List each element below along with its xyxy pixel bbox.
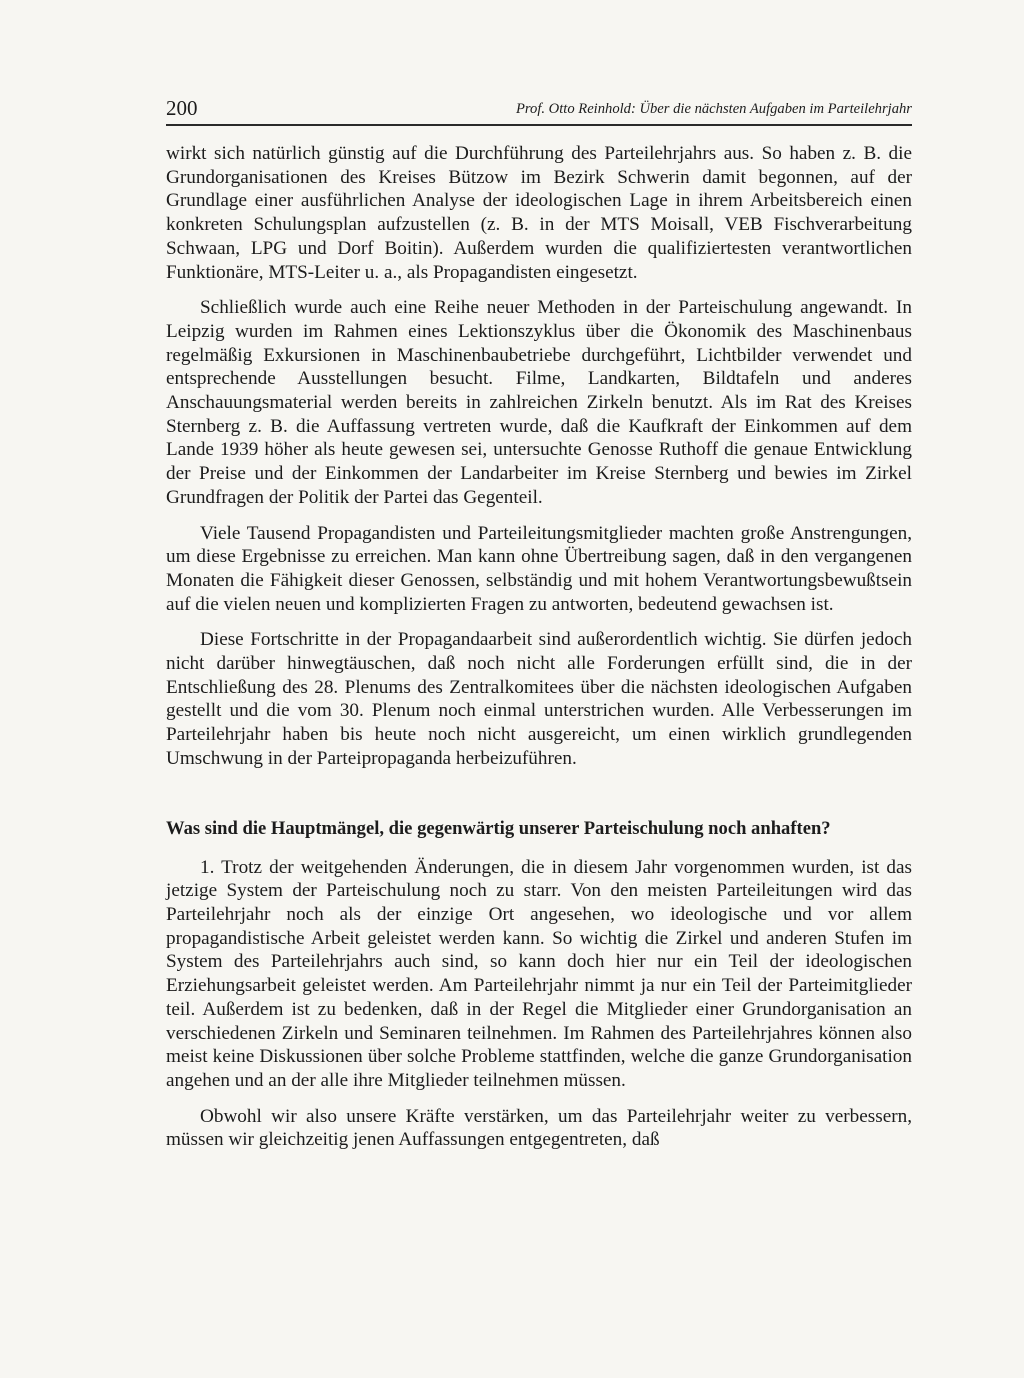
running-head: Prof. Otto Reinhold: Über die nächsten Aufgaben im Parteilehrjahr [515,101,912,117]
paragraph-progress: Diese Fortschritte in der Propagandaarbeit sind außerordentlich wichtig. Sie dürfen jedoch nicht darüber hinwegtäuschen, daß noch nicht alle Forderungen erfüllt sind, die in der Entschließung des 28. Plenums des Zentralkomitees über die nächsten ideologischen Aufgaben gestellt und die vom 30. Plenum noch einmal unterstrichen wurden. Alle Verbesserungen im Parteilehrjahr haben bis heute noch nicht ausgereicht, um einen wirklich grundlegenden Umschwung in der Parteipropaganda herbeizuführen. [166,629,912,769]
paragraph-point-one: 1. Trotz der weitgehenden Änderungen, die in diesem Jahr vorgenommen wurden, ist das jetzige System der Parteischulung noch zu starr. Von den meisten Parteileitungen wird das Parteilehrjahr noch als der einzige Ort angesehen, wo ideologische und vor allem propagandistische Arbeit geleistet werden kann. So wichtig die Zirkel und anderen Stufen im System des Parteilehrjahrs auch sind, so kann doch hier nur ein Teil der ideologischen Erziehungsarbeit geleistet werden. Am Parteilehrjahr nimmt ja nur ein Teil der Parteimitglieder teil. Außerdem ist zu bedenken, daß in der Regel die Mitglieder einer Grundorganisation an verschiedenen Zirkeln und Seminaren teilnehmen. Im Rahmen des Parteilehrjahres können also meist keine Diskussionen über solche Probleme stattfinden, welche die ganze Grundorganisation angehen und an der alle ihre Mitglieder teilnehmen müssen. [166,856,912,1091]
paragraph-propagandists: Viele Tausend Propagandisten und Parteileitungsmitglieder machten große Anstrengungen, um diese Ergebnisse zu erreichen. Man kann ohne Übertreibung sagen, daß in den vergangenen Monaten die Fähigkeit dieser Genossen, selbständig und mit hohem Verantwortungsbewußtsein auf die vielen neuen und komplizierten Fragen zu antworten, bedeutend gewachsen ist. [166,522,912,615]
page-body [166,142,912,1152]
paragraph-conclusion: Obwohl wir also unsere Kräfte verstärken, um das Parteilehrjahr weiter zu verbessern, müssen wir gleichzeitig jenen Auffassungen entgegentreten, daß [166,1105,912,1151]
book-page [166,92,912,1152]
paragraph-continuation: wirkt sich natürlich günstig auf die Durchführung des Parteilehrjahrs aus. So haben z. B. die Grundorganisationen des Kreises Bützow im Bezirk Schwerin damit begonnen, auf der Grundlage einer ausführlichen Analyse der ideologischen Lage in ihrem Arbeitsbereich einen konkreten Schulungsplan aufzustellen (z. B. in der MTS Moisall, VEB Fischverarbeitung Schwaan, LPG und Dorf Boitin). Außerdem wurden die qualifiziertesten verantwortlichen Funktionäre, MTS-Leiter u. a., als Propagandisten eingesetzt. [166,143,912,283]
page-number: 200 [166,96,198,120]
paragraph-new-methods: Schließlich wurde auch eine Reihe neuer Methoden in der Parteischulung angewandt. In Leipzig wurden im Rahmen eines Lektionszyklus über die Ökonomik des Maschinenbaus regelmäßig Exkursionen in Maschinenbaubetriebe durchgeführt, Lichtbilder verwendet und entsprechende Ausstellungen besucht. Filme, Landkarten, Bildtafeln und anderes Anschauungsmaterial werden bereits in zahlreichen Zirkeln benutzt. Als im Rat des Kreises Sternberg z. B. die Auffassung vertreten wurde, daß die Kaufkraft der Einkommen auf dem Lande 1939 höher als heute gewesen sei, untersuchte Genosse Ruthoff die genaue Entwicklung der Preise und der Einkommen der Landarbeiter im Kreise Sternberg und bewies im Zirkel Grundfragen der Politik der Partei das Gegenteil. [166,297,912,508]
page-header [166,92,912,126]
section-heading: Was sind die Hauptmängel, die gegenwärtig unserer Parteischulung noch anhaften? [166,817,831,839]
